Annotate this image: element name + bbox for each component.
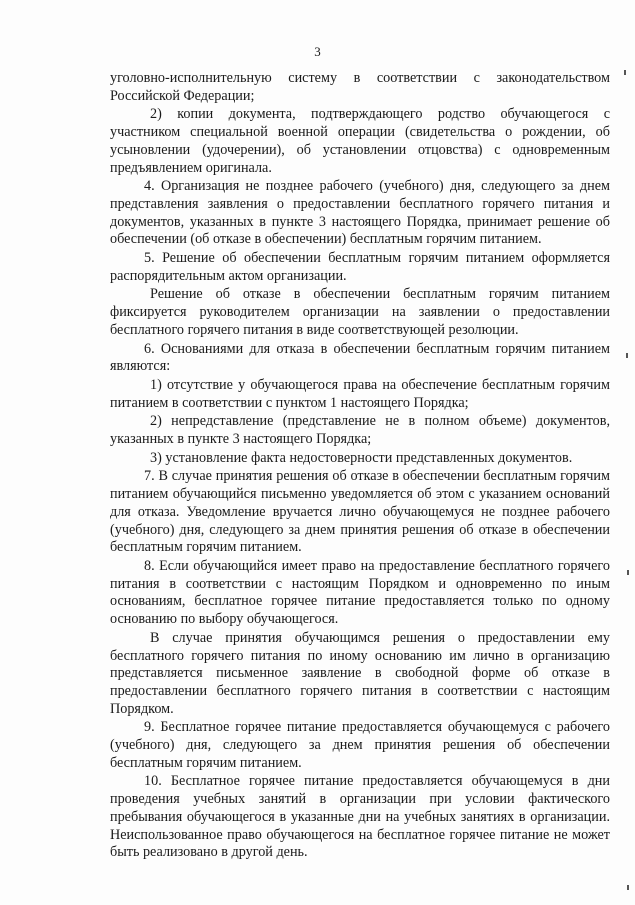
paragraph-10: 10. Бесплатное горячее питание предоставляется обучающемуся в дни проведения учебных занятий в организации при условии фактического пребывания обучающегося в указанные дни на учебных занятиях в организации. Неиспользованное право обучающегося на бесплатное горячее питание не может быть реализовано в другой день. xyxy=(110,773,610,861)
paragraph-4: 4. Организация не позднее рабочего (учебного) дня, следующего за днем представления заявления о предоставлении бесплатного горячего питания и документов, указанных в пункте 3 настоящего Порядка, принимает решение об обеспечении (об отказе в обеспечении) бесплатным горячим питанием. xyxy=(110,178,610,248)
scan-mark xyxy=(627,885,629,890)
paragraph-refusal-resolution: Решение об отказе в обеспечении бесплатным горячим питанием фиксируется руководителем организации на заявлении о предоставлении бесплатного горячего питания в виде соответствующей резолюции. xyxy=(110,286,610,338)
paragraph-item-2-copies: 2) копии документа, подтверждающего родство обучающегося с участником специальной военной операции (свидетельства о рождении, об усыновлении (удочерении), об установлении отцовства) с одновременным предъявлением оригинала. xyxy=(110,106,610,176)
paragraph-6: 6. Основаниями для отказа в обеспечении бесплатным горячим питанием являются: xyxy=(110,340,610,375)
paragraph-9: 9. Бесплатное горячее питание предоставляется обучающемуся с рабочего (учебного) дня, следующего за днем принятия решения об обеспечении бесплатным горячим питанием. xyxy=(110,719,610,771)
paragraph-8: 8. Если обучающийся имеет право на предоставление бесплатного горячего питания в соответствии с настоящим Порядком и одновременно по иным основаниям, бесплатное горячее питание предоставляется только по одному основанию по выбору обучающегося. xyxy=(110,557,610,628)
paragraph-6-item-2: 2) непредставление (представление не в полном объеме) документов, указанных в пункте 3 настоящего Порядка; xyxy=(110,413,610,448)
scan-mark xyxy=(624,70,626,75)
scan-mark xyxy=(626,353,628,358)
page-number: 3 xyxy=(314,44,321,59)
paragraph-7: 7. В случае принятия решения об отказе в обеспечении бесплатным горячим питанием обучающийся письменно уведомляется об этом с указанием оснований для отказа. Уведомление вручается лично обучающемуся не позднее рабочего (учебного) дня, следующего за днем принятия решения об отказе в обеспечении бесплатным горячим питанием. xyxy=(110,468,610,556)
paragraph-6-item-3: 3) установление факта недостоверности представленных документов. xyxy=(150,449,573,466)
paragraph-continuation: уголовно-исполнительную систему в соответствии с законодательством Российской Федерации; xyxy=(110,70,610,104)
document-body xyxy=(110,70,610,863)
paragraph-other-basis: В случае принятия обучающимся решения о предоставлении ему бесплатного горячего питания по иному основанию им лично в организацию представляется письменное заявление в свободной форме об отказе в предоставлении бесплатного горячего питания в соответствии с настоящим Порядком. xyxy=(110,629,610,717)
paragraph-5: 5. Решение об обеспечении бесплатным горячим питанием оформляется распорядительным актом организации. xyxy=(110,250,610,284)
scan-mark xyxy=(627,570,629,575)
paragraph-6-item-1: 1) отсутствие у обучающегося права на обеспечение бесплатным горячим питанием в соответствии с пунктом 1 настоящего Порядка; xyxy=(110,376,610,411)
